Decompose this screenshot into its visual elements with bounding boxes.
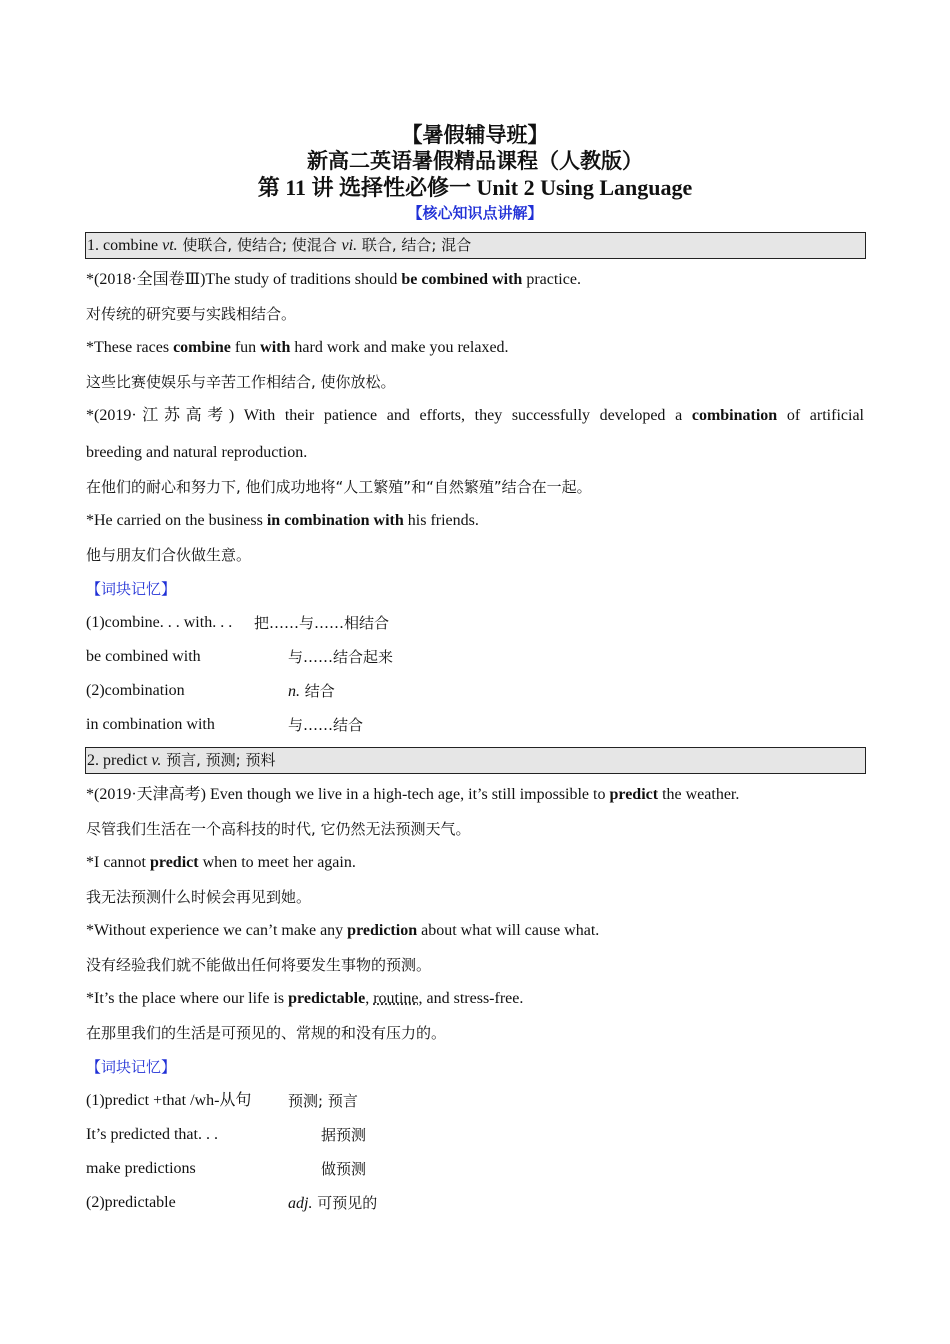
document-header <box>0 122 950 224</box>
memo-row: make predictions 做预测 <box>86 1160 367 1178</box>
example-sentence: *It’s the place where our life is predictable, routine, and stress-free. <box>86 990 524 1007</box>
example-sentence: *Without experience we can’t make any prediction about what will cause what. <box>86 922 600 939</box>
memo-row: It’s predicted that. . . 据预测 <box>86 1126 367 1144</box>
memo-row: (1)combine. . . with. . . 把……与……相结合 <box>86 614 390 632</box>
example-sentence: *He carried on the business in combination with his friends. <box>86 512 479 529</box>
example-sentence: *(2018·全国卷Ⅲ)The study of traditions should be combined with practice. <box>86 271 581 288</box>
memo-row: (2)predictable adj. 可预见的 <box>86 1194 378 1212</box>
example-translation: 这些比赛使娱乐与辛苦工作相结合, 使你放松。 <box>86 373 396 391</box>
memo-heading: 【词块记忆】 <box>86 1058 177 1076</box>
word-entry-predict <box>85 747 866 774</box>
memo-heading: 【词块记忆】 <box>86 580 177 598</box>
class-title: 【暑假辅导班】 <box>401 123 549 147</box>
example-sentence: *(2019·天津高考) Even though we live in a high-tech age, it’s still impossible to predict the weather. <box>86 786 740 803</box>
memo-row: (2)combination n. 结合 <box>86 682 335 700</box>
pos-label: vt. <box>162 237 178 254</box>
entry-word: 1. combine <box>87 237 163 254</box>
entry-meaning: 联合, 结合; 混合 <box>357 236 472 254</box>
entry-meaning: 预言, 预测; 预料 <box>161 751 276 769</box>
pos-label: v. <box>151 752 162 769</box>
example-sentence: *(2019·江苏高考) With their patience and efforts, they successfully developed a combination of artificial <box>86 407 864 424</box>
entry-meaning: 使联合, 使结合; 使混合 <box>177 236 342 254</box>
example-translation: 对传统的研究要与实践相结合。 <box>86 305 297 323</box>
entry-word: 2. predict <box>87 752 152 769</box>
example-sentence: *I cannot predict when to meet her again. <box>86 854 356 871</box>
example-translation: 在那里我们的生活是可预见的、常规的和没有压力的。 <box>86 1024 447 1042</box>
pos-label: vi. <box>341 237 358 254</box>
example-sentence: *These races combine fun with hard work and make you relaxed. <box>86 339 509 356</box>
example-translation: 我无法预测什么时候会再见到她。 <box>86 888 312 906</box>
example-translation: 没有经验我们就不能做出任何将要发生事物的预测。 <box>86 956 432 974</box>
memo-row: (1)predict +that /wh-从句 预测; 预言 <box>86 1092 358 1110</box>
lesson-title: 第 11 讲 选择性必修一 Unit 2 Using Language <box>257 175 693 200</box>
word-entry-combine <box>85 232 866 259</box>
example-translation: 在他们的耐心和努力下, 他们成功地将“人工繁殖”和“自然繁殖”结合在一起。 <box>86 478 592 496</box>
memo-row: be combined with 与……结合起来 <box>86 648 394 666</box>
memo-row: in combination with 与……结合 <box>86 716 364 734</box>
example-translation: 他与朋友们合伙做生意。 <box>86 546 252 564</box>
example-sentence-continued: breeding and natural reproduction. <box>86 444 308 461</box>
example-translation: 尽管我们生活在一个高科技的时代, 它仍然无法预测天气。 <box>86 820 471 838</box>
course-title: 新高二英语暑假精品课程（人教版） <box>307 149 643 173</box>
section-heading: 【核心知识点讲解】 <box>407 204 543 222</box>
